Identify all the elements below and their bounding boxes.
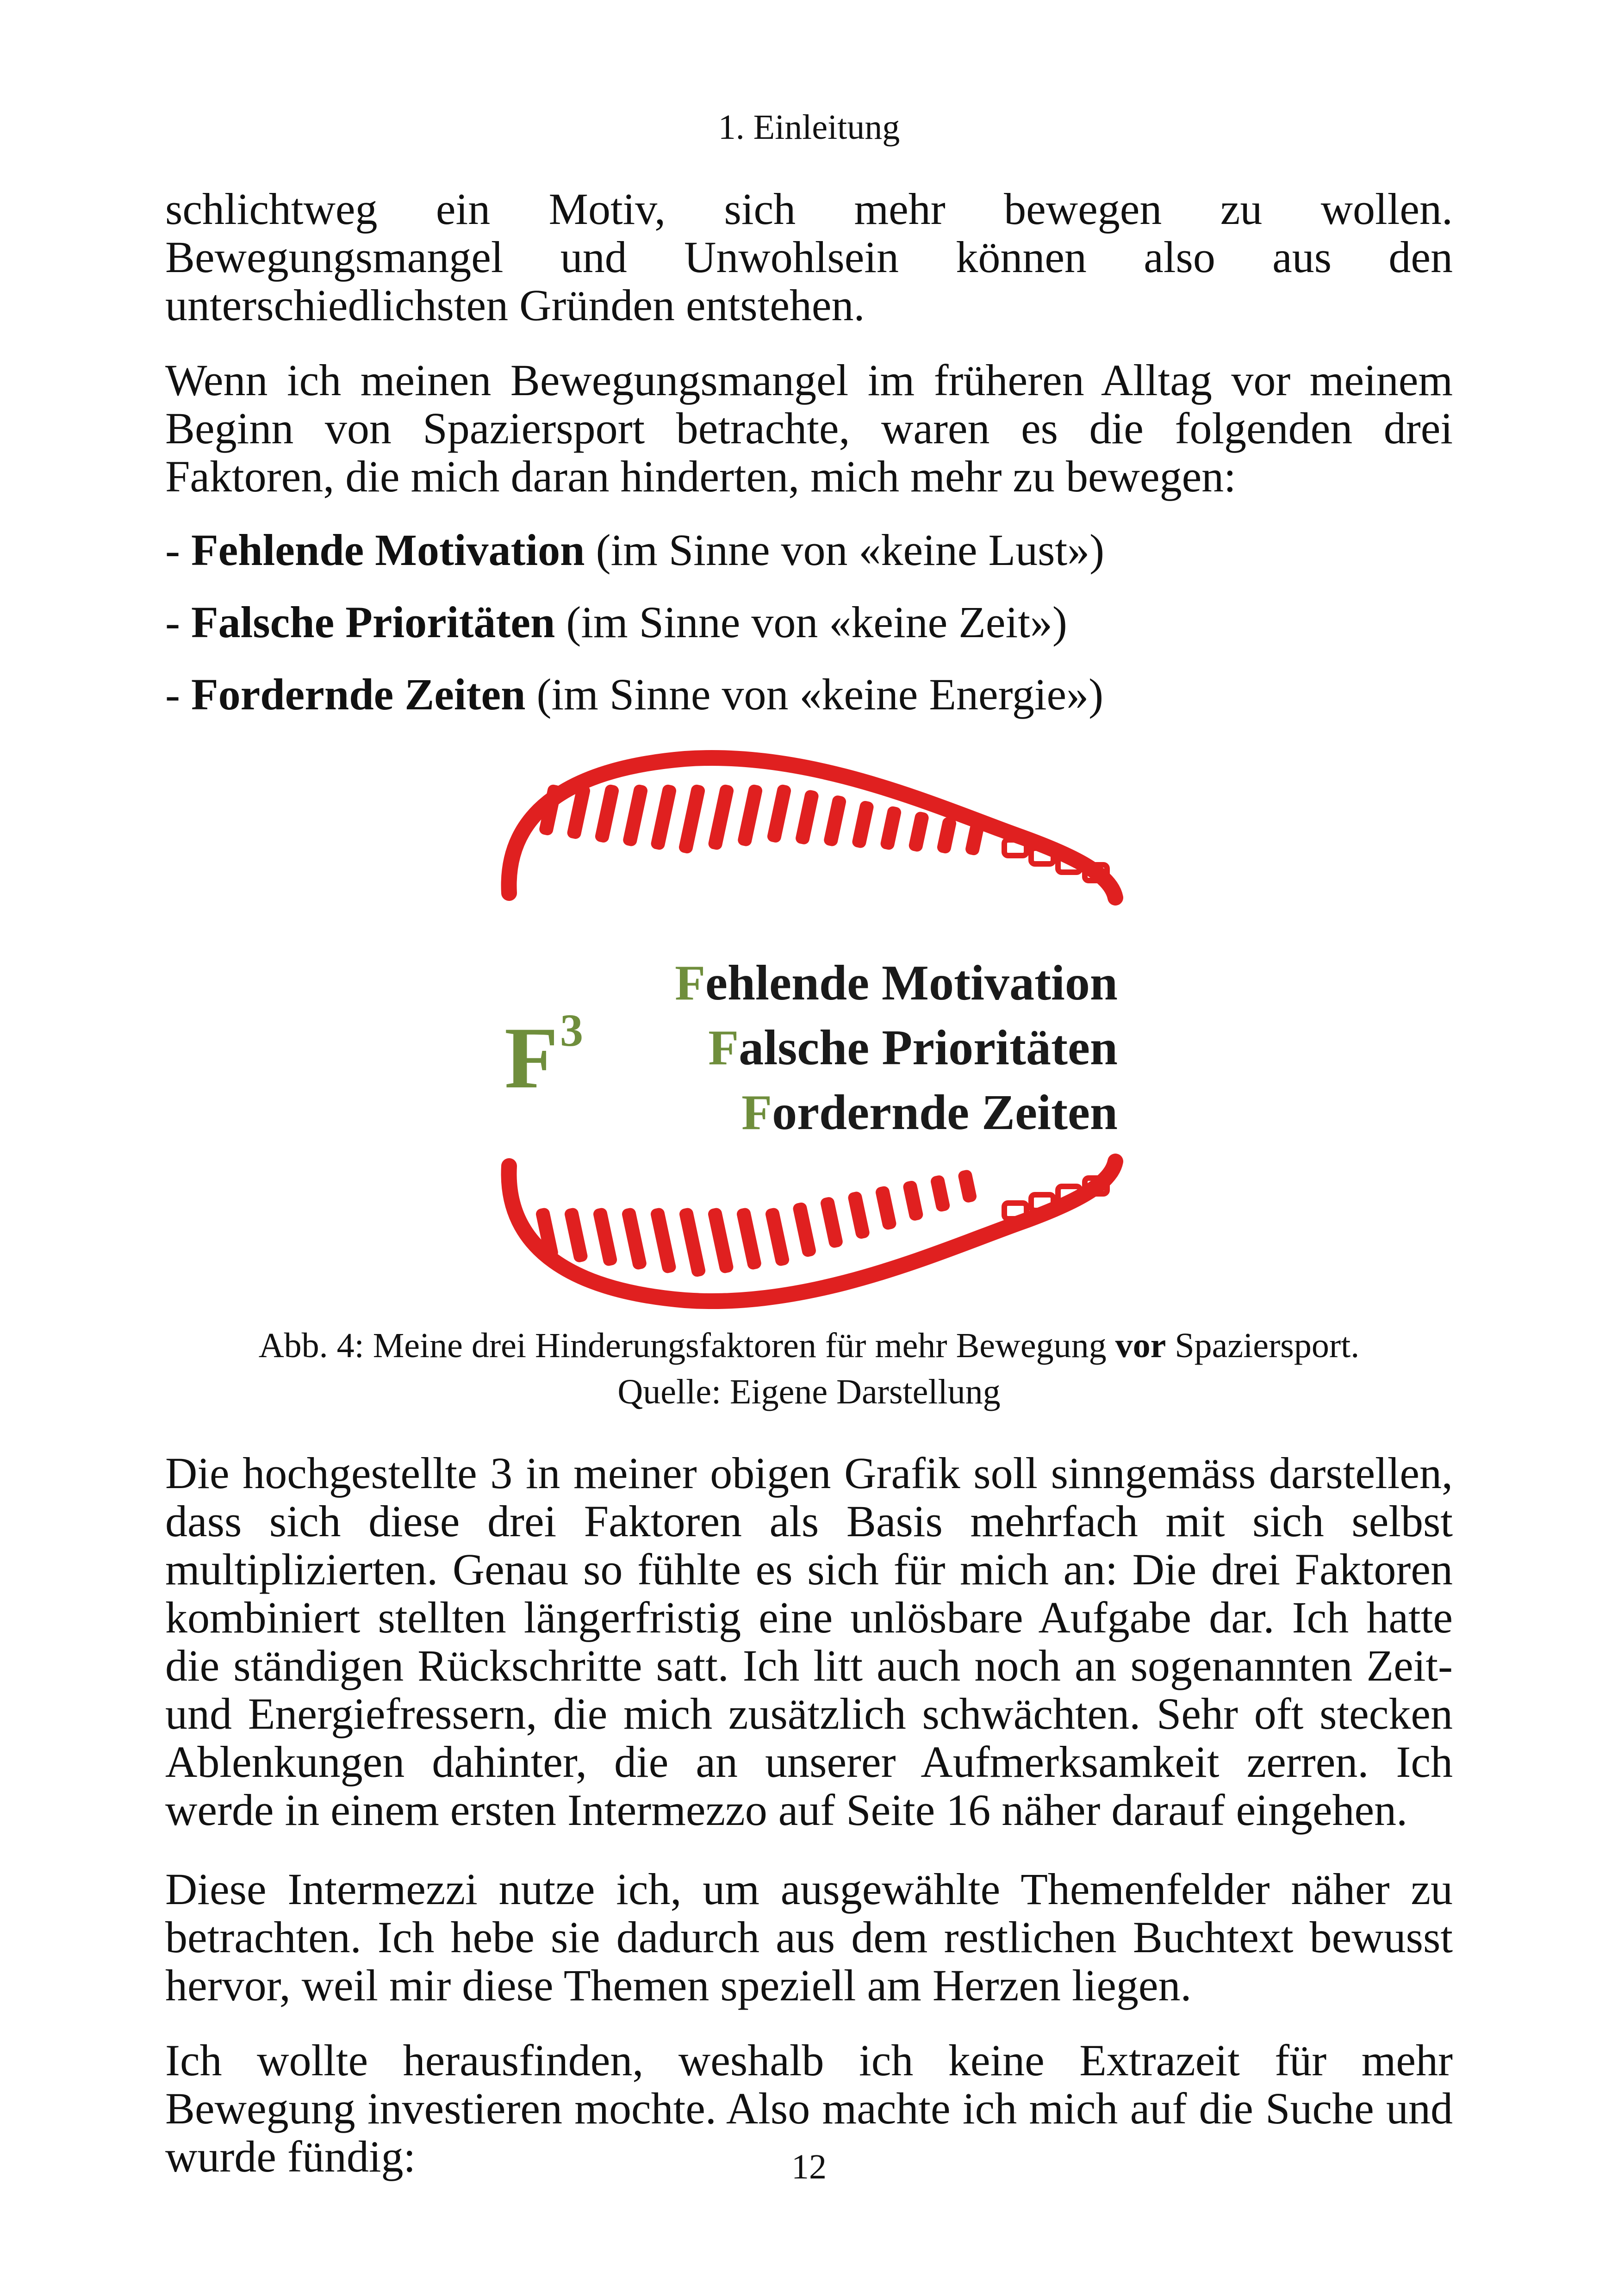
figure-line-initial: F [741, 1085, 772, 1140]
figure-shoe-sole [491, 740, 1129, 1319]
list-item-term: Fordernde Zeiten [191, 670, 526, 719]
paragraph-2-text: Wenn ich meinen Bewegungsmangel im früheren Alltag vor meinem Beginn von Spaziersport betrachte, waren es die folgenden drei Faktoren, die mich daran hinderten, mich mehr zu bewegen: [165, 355, 1453, 501]
paragraph-1-text: schlichtweg ein Motiv, sich mehr bewegen zu wollen. Bewegungsmangel und Unwohlsein können also aus den unterschiedlichsten Gründen entstehen. [165, 184, 1453, 330]
paragraph-4 [165, 1865, 1453, 2010]
list-item-term: Fehlende Motivation [191, 525, 585, 575]
list-item [165, 526, 1104, 574]
figure-line-initial: F [675, 956, 706, 1011]
figure-line-initial: F [708, 1020, 739, 1075]
list-bullet: - [165, 597, 191, 647]
caption-text: Abb. 4: Meine drei Hinderungsfaktoren für mehr Bewegung [258, 1326, 1115, 1365]
list-bullet: - [165, 670, 191, 719]
paragraph-3 [165, 1449, 1453, 1834]
paragraph-4-text: Diese Intermezzi nutze ich, um ausgewählte Themenfelder näher zu betrachten. Ich hebe sie dadurch aus dem restlichen Buchtext bewusst hervor, weil mir diese Themen speziell am Herzen liegen. [165, 1864, 1453, 2010]
shoe-print-bottom-illustration [509, 1161, 1115, 1301]
figure-caption [0, 1322, 1618, 1415]
paragraph-5-text: Ich wollte herausfinden, weshalb ich keine Extrazeit für mehr Bewegung investieren mochte. Also machte ich mich auf die Suche und wurde fündig: [165, 2035, 1453, 2181]
figure-line-motivation [675, 956, 1118, 1011]
paragraph-2 [165, 356, 1453, 501]
caption-line-1 [0, 1322, 1618, 1369]
figure-line-rest: ehlende Motivation [705, 956, 1118, 1011]
caption-text-end: Spaziersport. [1166, 1326, 1360, 1365]
paragraph-3-text: Die hochgestellte 3 in meiner obigen Grafik soll sinngemäss darstellen, dass sich diese drei Faktoren als Basis mehrfach mit sich selbst multiplizierten. Genau so fühlte es sich für mich an: Die drei Faktoren kombiniert stellten längerfristig eine unlösbare Aufgabe dar. Ich hatte die ständigen Rückschritte satt. Ich litt auch noch an sogenannten Zeit- und Energiefressern, die mich zusätzlich schwächten. Sehr oft stecken Ablenkungen dahinter, die an unserer Aufmerksamkeit zerren. Ich werde in einem ersten Intermezzo auf Seite 16 näher darauf eingehen. [165, 1448, 1453, 1835]
shoe-print-top-illustration [509, 758, 1115, 898]
caption-emphasis: vor [1115, 1326, 1166, 1365]
list-item-note: (im Sinne von «keine Lust») [585, 525, 1105, 575]
list-item [165, 670, 1103, 719]
figure-line-rest: alsche Prioritäten [739, 1020, 1118, 1075]
list-item-note: (im Sinne von «keine Energie») [525, 670, 1104, 719]
figure-line-times [741, 1085, 1118, 1140]
list-bullet: - [165, 525, 191, 575]
figure-svg [491, 740, 1129, 1319]
f3-exponent: 3 [560, 1005, 583, 1056]
figure-line-rest: ordernde Zeiten [772, 1085, 1118, 1140]
list-item-term: Falsche Prioritäten [191, 597, 555, 647]
running-header: 1. Einleitung [718, 108, 900, 147]
paragraph-1 [165, 185, 1453, 329]
f3-base-letter: F [504, 1010, 559, 1107]
page-number: 12 [791, 2147, 827, 2186]
list-item-note: (im Sinne von «keine Zeit») [555, 597, 1067, 647]
caption-line-2: Quelle: Eigene Darstellung [617, 1372, 1001, 1411]
list-item [165, 598, 1067, 646]
figure-line-priorities [708, 1020, 1118, 1075]
